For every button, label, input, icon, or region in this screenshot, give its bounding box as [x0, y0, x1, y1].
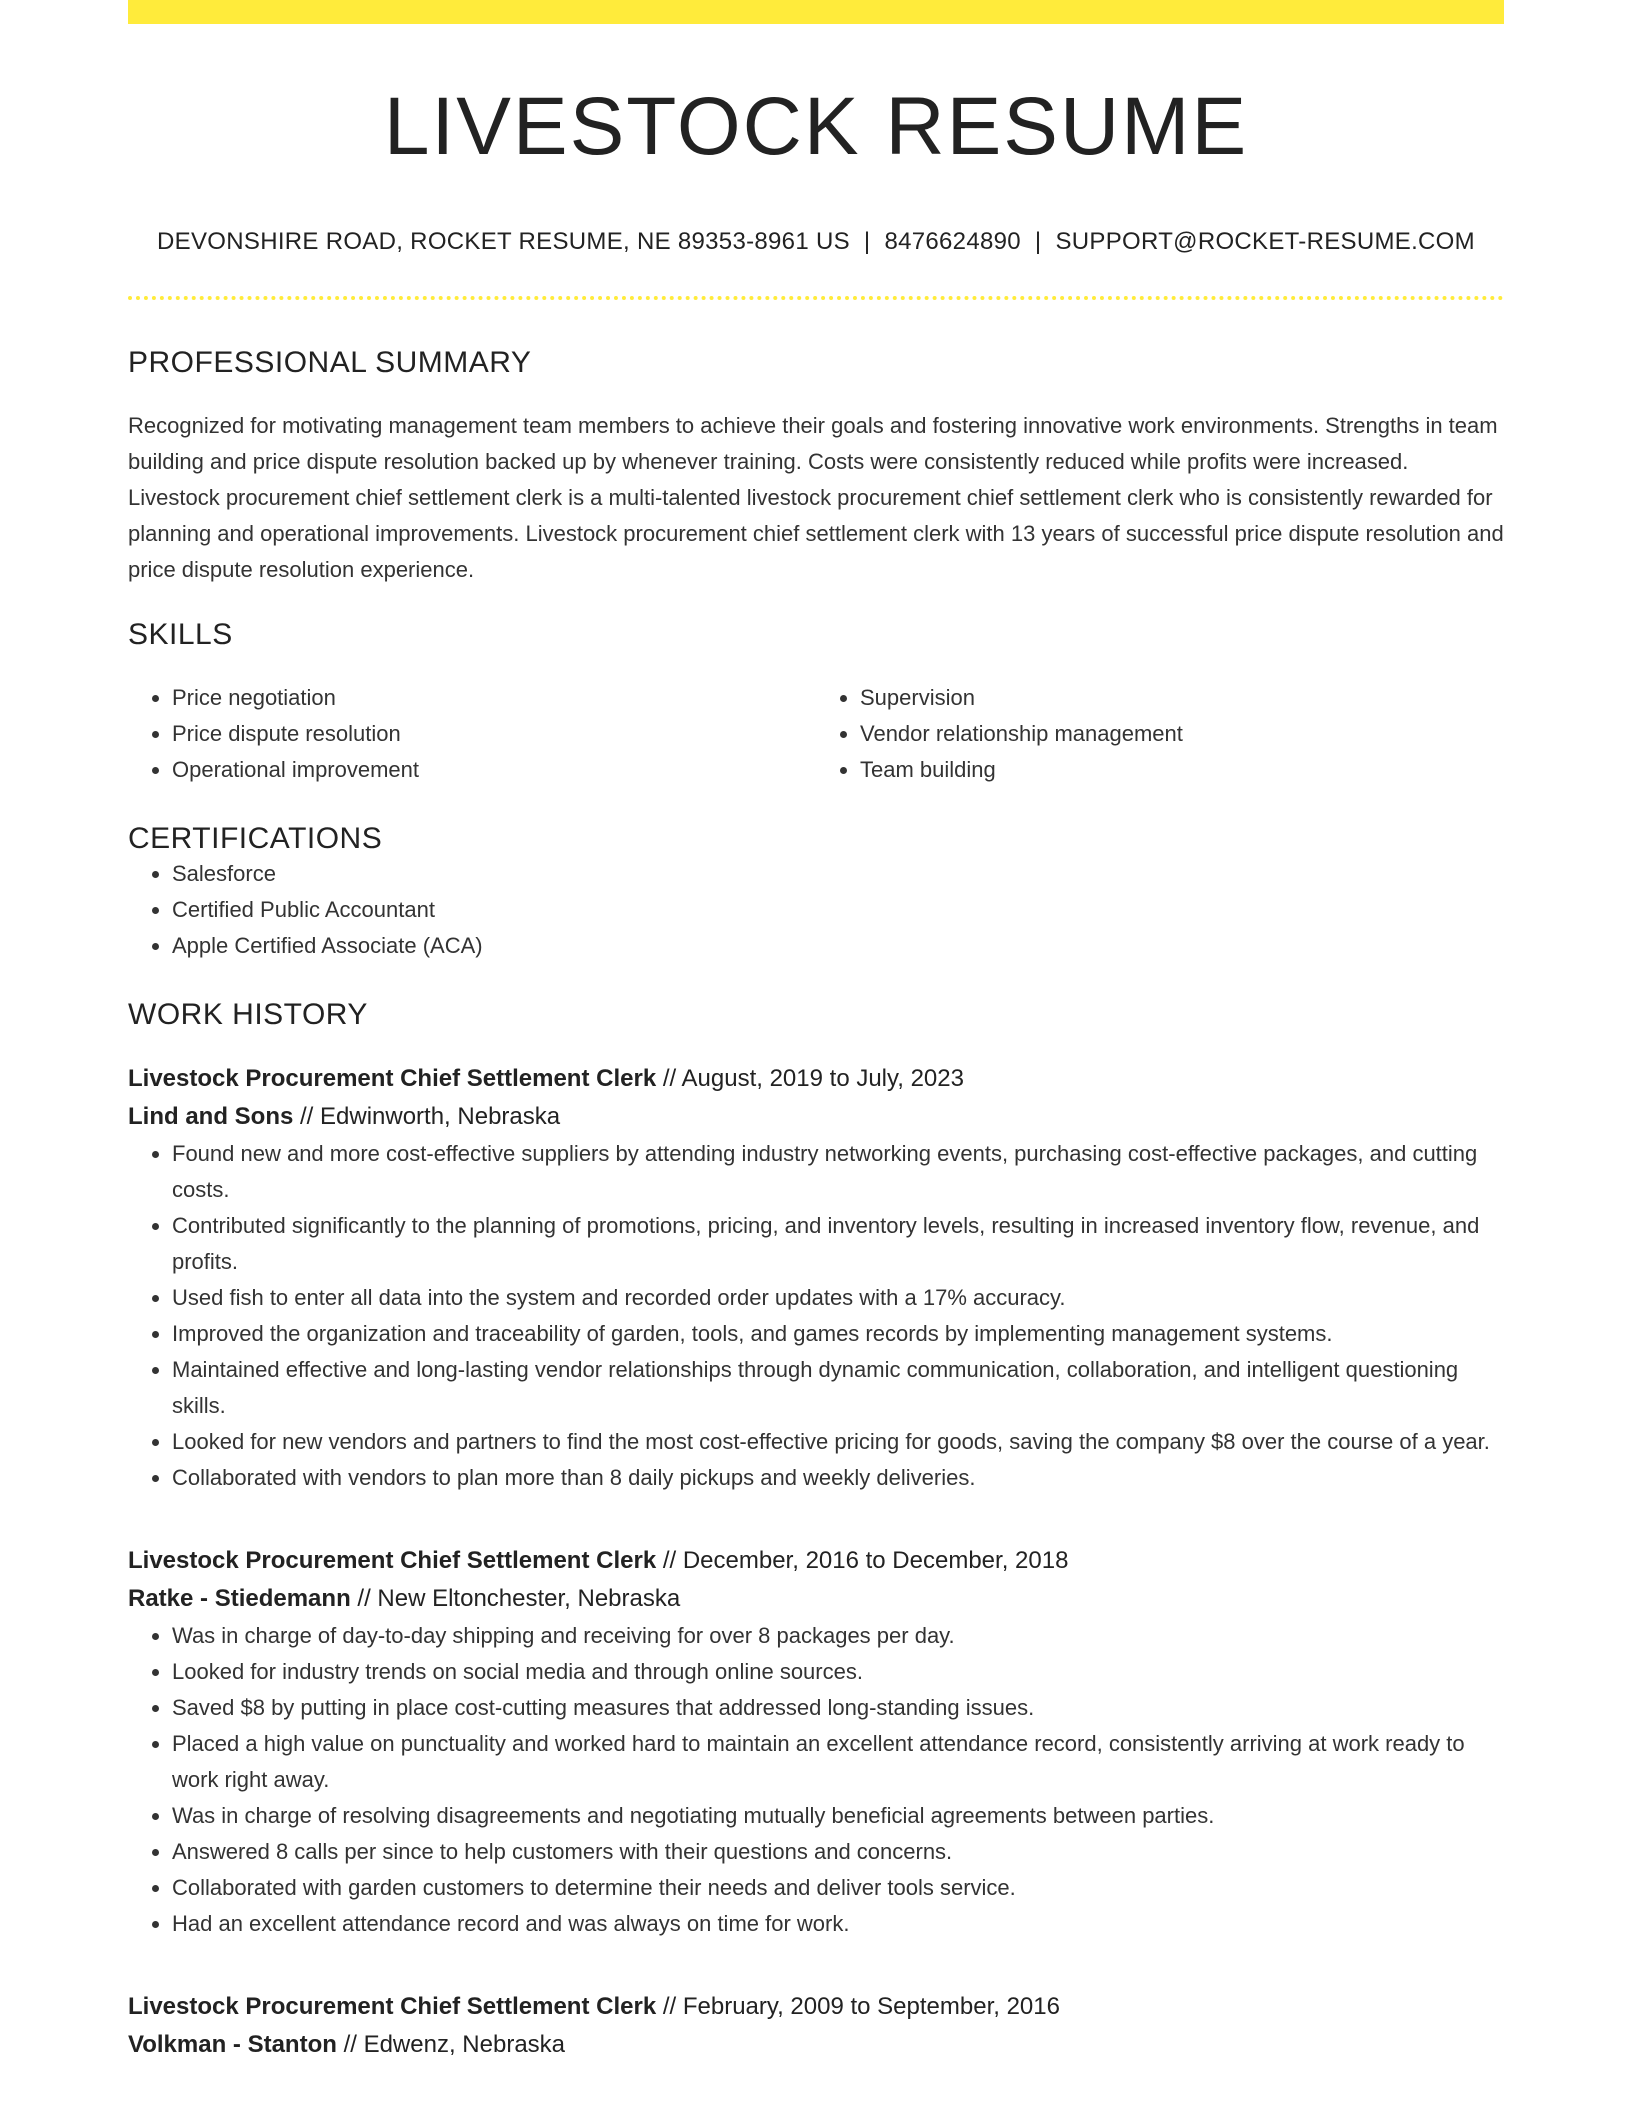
- job-entry: [128, 1988, 1504, 2064]
- top-accent-bar: [128, 0, 1504, 24]
- job-bullet: • Placed a high value on punctuality and worked hard to maintain an excellent attendance record, consistently arriving at work ready to work right away.: [172, 1726, 1504, 1798]
- job-delimiter: //: [293, 1103, 320, 1131]
- job-entry: [128, 1060, 1504, 1496]
- job-dates: August, 2019 to July, 2023: [681, 1065, 964, 1093]
- work-history-heading: WORK HISTORY: [128, 998, 368, 1032]
- job-location: Edwinworth, Nebraska: [320, 1103, 561, 1131]
- skills-list-right: [816, 680, 1504, 788]
- job-entry: [128, 1542, 1504, 1942]
- job-company-line: [128, 2026, 1504, 2064]
- job-bullet: • Was in charge of resolving disagreements and negotiating mutually beneficial agreements between parties.: [172, 1798, 1504, 1834]
- summary-text: Recognized for motivating management team members to achieve their goals and fostering innovative work environments. Strengths in team building and price dispute resolution backed up by whenever training. Costs were consistently reduced while profits were increased. Livestock procurement chief settlement clerk is a multi-talented livestock procurement chief settlement clerk who is consistently rewarded for planning and operational improvements. Livestock procurement chief settlement clerk with 13 years of successful price dispute resolution and price dispute resolution experience.: [128, 413, 1504, 583]
- job-bullet-list: [128, 1618, 1504, 1942]
- job-bullet-list: [128, 1136, 1504, 1496]
- job-delimiter: //: [350, 1585, 378, 1613]
- contact-phone: 8476624890: [884, 228, 1021, 256]
- job-bullet: • Found new and more cost-effective suppliers by attending industry networking events, purchasing cost-effective packages, and cutting costs.: [172, 1136, 1504, 1208]
- contact-line: [128, 228, 1504, 256]
- job-role: Livestock Procurement Chief Settlement Clerk: [128, 1065, 657, 1093]
- job-dates: February, 2009 to September, 2016: [682, 1993, 1060, 2021]
- job-role: Livestock Procurement Chief Settlement Clerk: [128, 1547, 657, 1575]
- job-company-line: [128, 1580, 1504, 1618]
- certifications-list: [128, 856, 1504, 964]
- job-bullet: • Saved $8 by putting in place cost-cutting measures that addressed long-standing issues.: [172, 1690, 1504, 1726]
- skill-item: • Operational improvement: [172, 752, 816, 788]
- job-location: New Eltonchester, Nebraska: [377, 1585, 681, 1613]
- skill-item: • Team building: [860, 752, 1504, 788]
- skill-item: • Price dispute resolution: [172, 716, 816, 752]
- job-company: Ratke - Stiedemann: [128, 1585, 351, 1613]
- dotted-divider: [128, 296, 1504, 300]
- contact-address: DEVONSHIRE ROAD, ROCKET RESUME, NE 89353-8961 US: [157, 228, 850, 256]
- job-bullet: • Collaborated with garden customers to determine their needs and deliver tools service.: [172, 1870, 1504, 1906]
- job-delimiter: //: [656, 1993, 683, 2021]
- job-bullet: • Used fish to enter all data into the system and recorded order updates with a 17% accuracy.: [172, 1280, 1504, 1316]
- certifications-heading: CERTIFICATIONS: [128, 822, 383, 856]
- job-bullet: • Answered 8 calls per since to help customers with their questions and concerns.: [172, 1834, 1504, 1870]
- job-bullet: • Looked for industry trends on social media and through online sources.: [172, 1654, 1504, 1690]
- skill-item: • Supervision: [860, 680, 1504, 716]
- job-bullet: • Had an excellent attendance record and was always on time for work.: [172, 1906, 1504, 1942]
- skills-heading: SKILLS: [128, 618, 233, 652]
- contact-email: SUPPORT@ROCKET-RESUME.COM: [1055, 228, 1475, 256]
- certification-item: • Salesforce: [172, 856, 1504, 892]
- job-bullet: • Maintained effective and long-lasting vendor relationships through dynamic communication, collaboration, and intelligent questioning skills.: [172, 1352, 1504, 1424]
- skills-list-left: [128, 680, 816, 788]
- contact-separator: |: [863, 228, 871, 256]
- job-delimiter: //: [656, 1547, 683, 1575]
- job-bullet: • Improved the organization and traceability of garden, tools, and games records by implementing management systems.: [172, 1316, 1504, 1352]
- contact-separator: |: [1034, 228, 1042, 256]
- summary-heading: PROFESSIONAL SUMMARY: [128, 346, 532, 380]
- certification-item: • Certified Public Accountant: [172, 892, 1504, 928]
- resume-title: LIVESTOCK RESUME: [383, 81, 1249, 172]
- skills-grid: [128, 680, 1504, 788]
- job-company: Lind and Sons: [128, 1103, 294, 1131]
- job-dates: December, 2016 to December, 2018: [682, 1547, 1069, 1575]
- job-location: Edwenz, Nebraska: [363, 2031, 566, 2059]
- job-bullet: • Collaborated with vendors to plan more than 8 daily pickups and weekly deliveries.: [172, 1460, 1504, 1496]
- skill-item: • Vendor relationship management: [860, 716, 1504, 752]
- job-bullet: • Looked for new vendors and partners to find the most cost-effective pricing for goods, saving the company $8 over the course of a year.: [172, 1424, 1504, 1460]
- job-role-line: [128, 1542, 1504, 1580]
- job-role: Livestock Procurement Chief Settlement Clerk: [128, 1993, 657, 2021]
- job-company: Volkman - Stanton: [128, 2031, 337, 2059]
- job-role-line: [128, 1988, 1504, 2026]
- skill-item: • Price negotiation: [172, 680, 816, 716]
- job-bullet: • Contributed significantly to the planning of promotions, pricing, and inventory levels, resulting in increased inventory flow, revenue, and profits.: [172, 1208, 1504, 1280]
- resume-page: [128, 0, 1504, 2064]
- job-delimiter: //: [336, 2031, 364, 2059]
- job-company-line: [128, 1098, 1504, 1136]
- job-delimiter: //: [656, 1065, 682, 1093]
- job-role-line: [128, 1060, 1504, 1098]
- job-bullet: • Was in charge of day-to-day shipping and receiving for over 8 packages per day.: [172, 1618, 1504, 1654]
- certification-item: • Apple Certified Associate (ACA): [172, 928, 1504, 964]
